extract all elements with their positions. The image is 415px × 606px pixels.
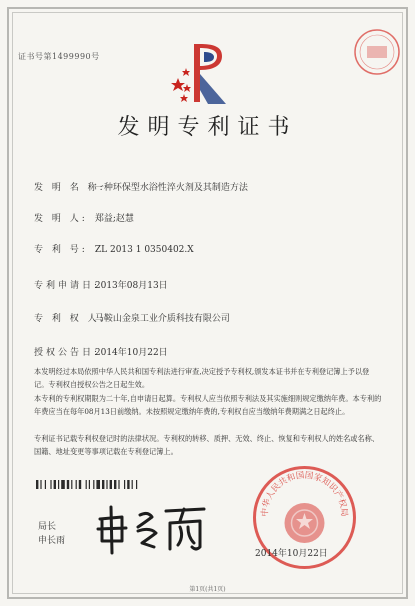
barcode-bar xyxy=(89,480,90,489)
barcode-bar xyxy=(61,480,65,489)
barcode-bar xyxy=(114,480,116,489)
director-signature xyxy=(92,497,212,557)
barcode xyxy=(36,480,164,489)
barcode-bar xyxy=(36,480,38,489)
field-application-date xyxy=(34,278,168,291)
seal-date: 2014年10月22日 xyxy=(255,549,328,559)
field-invention-name xyxy=(34,180,248,193)
barcode-bar xyxy=(58,480,59,489)
barcode-bar xyxy=(71,480,72,489)
barcode-bar xyxy=(93,480,94,489)
field-patentee xyxy=(34,311,230,324)
barcode-bar xyxy=(118,480,119,489)
paragraph-status: 专利证书记载专利权登记时的法律状况。专利权的转移、质押、无效、终止、恢复和专利权人的姓名或名称、国籍、地址变更等事项记载在专利登记簿上。 xyxy=(34,434,380,456)
field-value: 2013年08月13日 xyxy=(94,281,168,291)
barcode-bar xyxy=(45,480,46,489)
barcode-bar xyxy=(79,480,81,489)
barcode-bar xyxy=(67,480,69,489)
director-name: 申长雨 xyxy=(38,536,66,546)
field-label: 专 利 权 人: xyxy=(34,314,106,324)
barcode-bar xyxy=(136,480,137,489)
paragraph-grant: 本发明经过本局依照中华人民共和国专利法进行审查,决定授予专利权,颁发本证书并在专利登记簿上予以登记。专利权自授权公告之日起生效。 xyxy=(34,367,370,389)
field-grant-date xyxy=(34,345,168,358)
barcode-bar xyxy=(40,480,41,489)
page-footer: 第1页(共1页) xyxy=(189,586,226,593)
field-label: 发 明 名 称: xyxy=(34,183,106,193)
barcode-bar xyxy=(124,480,125,489)
barcode-bar xyxy=(132,480,133,489)
barcode-bar xyxy=(102,480,104,489)
field-value: 马鞍山金泉工业介质科技有限公司 xyxy=(94,314,230,324)
field-label: 授权公告日: xyxy=(34,348,101,358)
field-value: 郑益;赵慧 xyxy=(94,214,134,224)
seal-text: 中华人民共和国国家知识产权局 xyxy=(260,470,349,517)
certificate-number: 证书号第1499990号 xyxy=(18,52,100,61)
field-label: 专 利 号: xyxy=(34,245,88,255)
field-label: 发 明 人: xyxy=(34,214,88,224)
barcode-bar xyxy=(54,480,56,489)
barcode-bar xyxy=(110,480,112,489)
patent-office-emblem-icon xyxy=(170,40,240,110)
field-label: 专利申请日: xyxy=(34,281,101,291)
field-patent-number xyxy=(34,242,194,255)
barcode-bar xyxy=(96,480,100,489)
field-value: ZL 2013 1 0350402.X xyxy=(94,245,194,255)
barcode-bar xyxy=(86,480,87,489)
paragraph-term: 本专利的专利权期限为二十年,自申请日起算。专利权人应当依照专利法及其实施细则规定缴纳年费。本专利的年费应当在每年08月13日前缴纳。未按照规定缴纳年费的,专利权自应当缴纳年费期满之日起终止。 xyxy=(34,394,382,416)
barcode-bar xyxy=(106,480,107,489)
field-inventors xyxy=(34,211,134,224)
director-title: 局长 xyxy=(38,522,57,532)
field-value: 一种环保型水浴性淬火剂及其制造方法 xyxy=(94,183,248,193)
barcode-bar xyxy=(76,480,77,489)
field-value: 2014年10月22日 xyxy=(94,348,168,358)
agency-side-stamp xyxy=(353,28,401,76)
certificate-title: 发明专利证书 xyxy=(117,115,298,140)
barcode-bar xyxy=(127,480,129,489)
barcode-bar xyxy=(50,480,51,489)
